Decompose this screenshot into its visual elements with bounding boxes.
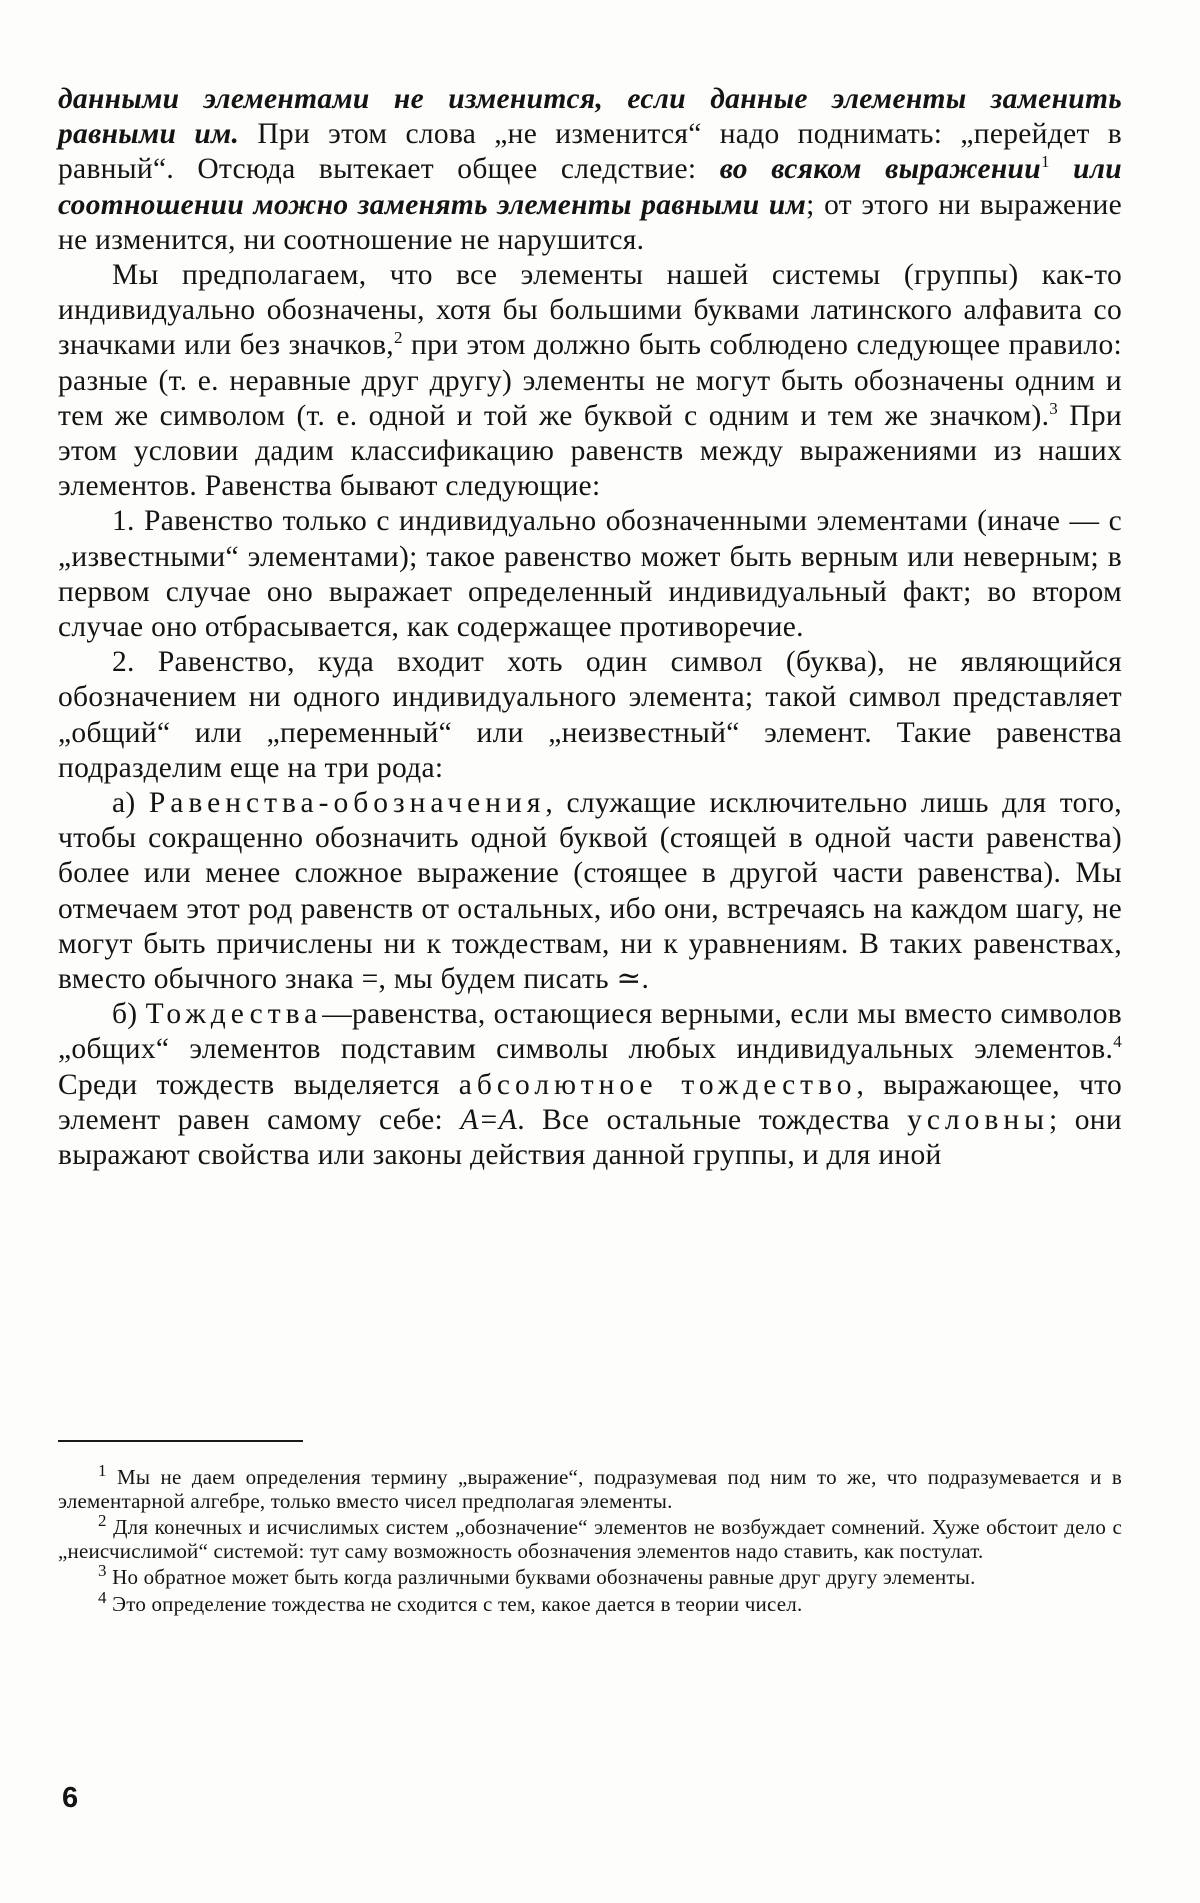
text: При этом слова „не изменится“ надо поднимать: „перейдет в равный“. Отсюда вытекает общее следствие: xyxy=(58,118,1122,186)
paragraph-6 xyxy=(58,997,1122,1173)
text: , выражающее, что элемент равен самому себе: xyxy=(58,1068,1122,1136)
spaced-term: условны xyxy=(907,1103,1049,1136)
footnote-3 xyxy=(58,1561,1122,1590)
italic-text: во всяком выражении xyxy=(719,153,1041,186)
footnote-mark: 4 xyxy=(98,1587,107,1607)
footnote-text: Для конечных и исчислимых систем „обозначение“ элементов не возбуждает сомнений. Хуже обстоит дело с „неисчислимой“ системой: тут саму возможность обозначения элементов надо ставить, как постулат. xyxy=(58,1515,1122,1563)
item-label: б) xyxy=(112,998,146,1031)
text: ; они выражают свойства или законы действия данной группы, и для иной xyxy=(58,1103,1122,1172)
footnote-ref: 4 xyxy=(1113,1032,1122,1052)
text: , служащие исключительно лишь для того, чтобы сокращенно обозначить одной буквой (стоящей в одной части равенства) более или менее сложное выражение (стоящее в другой части равенства). Мы отмечаем этот род равенств от остальных, ибо они, встречаясь на каждом шагу, не могут быть причислены ни к тождествам, ни к уравнениям. В таких равенствах, вместо обычного знака =, мы будем писать ≃. xyxy=(58,787,1122,996)
paragraph-3 xyxy=(58,504,1122,645)
text: —равенства, остающиеся верными, если мы вместо символов „общих“ элементов подставим символы любых индивидуальных элементов. xyxy=(58,998,1122,1066)
footnote-1 xyxy=(58,1461,1122,1513)
item-label: а) xyxy=(112,787,149,820)
footnote-text: Мы не даем определения термину „выражение“, подразумевая под ним то же, что подразумевается и в элементарной алгебре, только вместо чисел предполагая элементы. xyxy=(58,1465,1122,1513)
text: При этом условии дадим классификацию равенств между выражениями из наших элементов. Равенства бывают следующие: xyxy=(58,399,1122,503)
spaced-term: Тождества xyxy=(145,998,323,1031)
footnotes xyxy=(58,1461,1122,1619)
paragraph-4 xyxy=(58,645,1122,786)
footnote-2 xyxy=(58,1511,1122,1563)
text: при этом должно быть соблюдено следующее правило: разные (т. е. неравные друг другу) элементы не могут быть обозначены одним и тем же символом (т. е. одной и той же буквой с одним и тем же значком). xyxy=(58,329,1122,432)
spaced-term: Равенства-обозначения xyxy=(148,787,546,820)
italic-text: данными элементами не изменится, если данные элементы заменить равными им. xyxy=(58,83,1122,151)
text: Среди тождеств выделяется xyxy=(58,1068,459,1101)
footnote-mark: 3 xyxy=(98,1561,107,1580)
footnote-text: Это определение тождества не сходится с тем, какое дается в теории чисел. xyxy=(106,1591,803,1616)
text: 2. Равенство, куда входит хоть один символ (буква), не являющийся обозначением ни одного индивидуального элемента; такой символ представляет „общий“ или „переменный“ или „неизвестный“ элемент. Такие равенства подразделим еще на три рода: xyxy=(58,646,1122,784)
footnote-mark: 1 xyxy=(98,1461,107,1480)
text: ; от этого ни выражение не изменится, ни соотношение не нарушится. xyxy=(58,188,1122,256)
main-text xyxy=(58,82,1122,1173)
formula: A=A xyxy=(460,1103,518,1136)
paragraph-1 xyxy=(58,82,1122,258)
footnote-4 xyxy=(58,1587,1122,1617)
page-number: 6 xyxy=(62,1782,79,1814)
footnote-mark: 2 xyxy=(98,1511,107,1530)
paragraph-2 xyxy=(58,258,1122,504)
footnote-ref: 1 xyxy=(1040,152,1050,172)
footnote-divider xyxy=(58,1440,303,1442)
spaced-term: абсолютное тождество xyxy=(458,1068,857,1101)
italic-text: или соотношении можно заменять элементы равными им xyxy=(58,153,1122,221)
text: 1. Равенство только с индивидуально обозначенными элементами (иначе — с „известными“ элементами); такое равенство может быть верным или неверным; в первом случае оно выражает определенный индивидуальный факт; во втором случае оно отбрасывается, как содержащее противоречие. xyxy=(58,505,1122,644)
footnote-ref: 3 xyxy=(1049,399,1059,418)
footnote-text: Но обратное может быть когда различными буквами обозначены равные друг другу элементы. xyxy=(106,1565,976,1589)
footnote-ref: 2 xyxy=(393,328,403,348)
paragraph-5 xyxy=(58,786,1122,997)
text: . Все остальные тождества xyxy=(517,1103,908,1136)
text: Мы предполагаем, что все элементы нашей системы (группы) как-то индивидуально обозначены, хотя бы большими буквами латинского алфавита со значками или без значков, xyxy=(58,259,1122,362)
